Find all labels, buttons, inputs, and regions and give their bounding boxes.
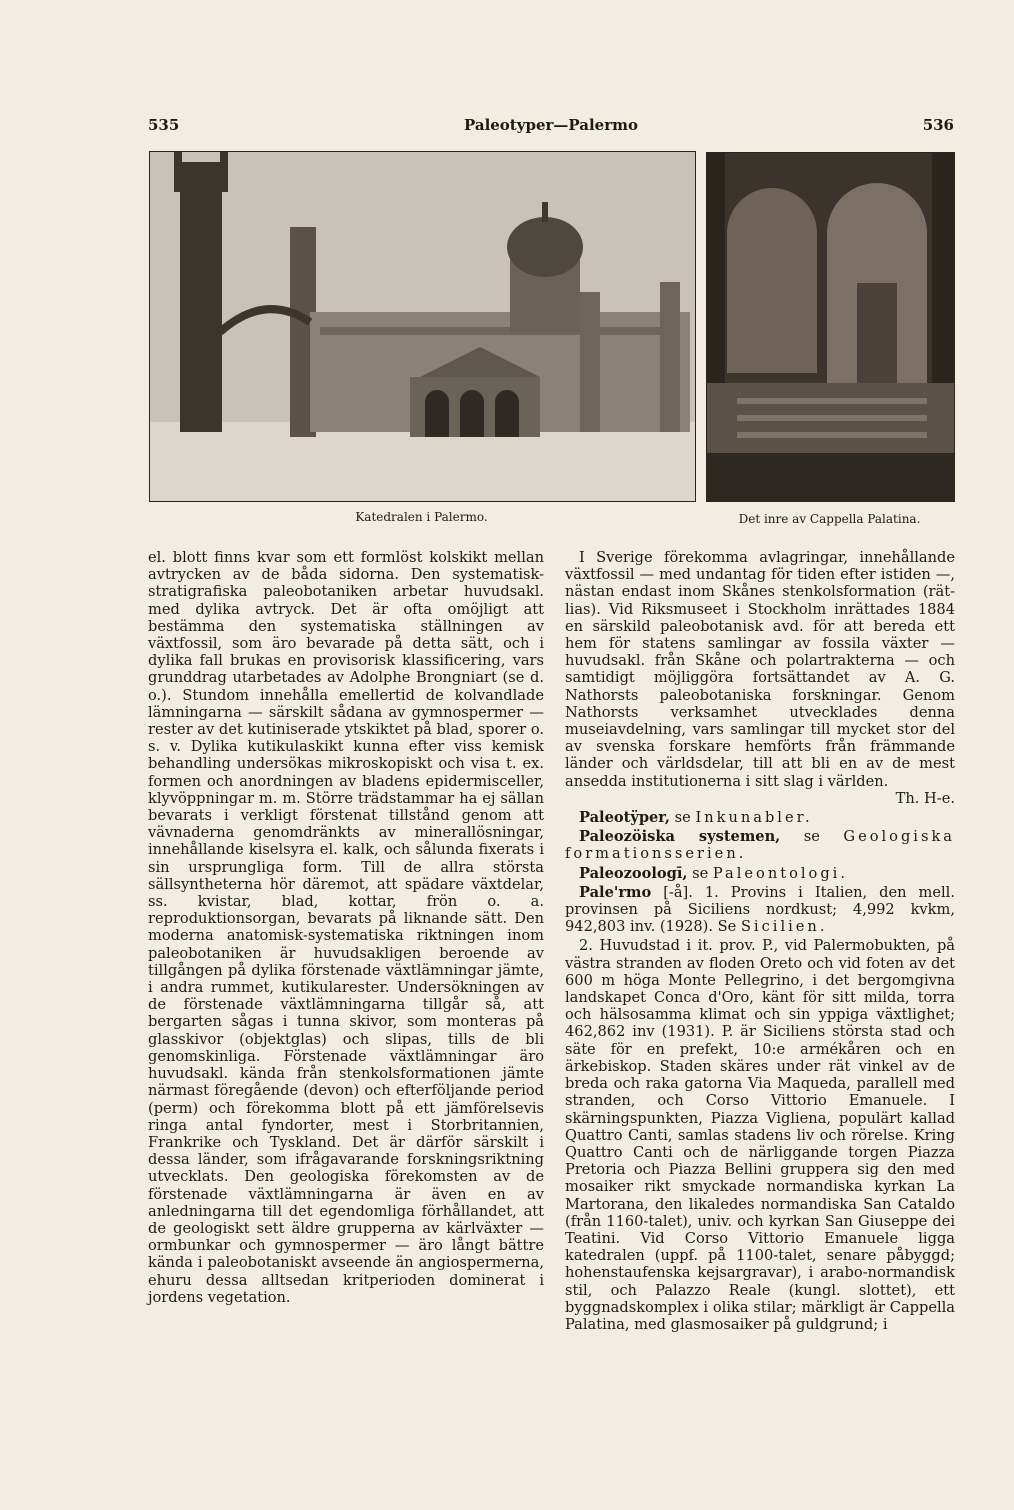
cathedral-caption: Katedralen i Palermo. <box>355 510 488 524</box>
entry-headword: Paleozoologī, <box>579 864 688 882</box>
page-number-right: 536 <box>922 116 954 134</box>
cross-reference: Paleontologi. <box>712 864 848 882</box>
author-signature: Th. H-e. <box>895 789 955 807</box>
right-column <box>565 549 955 1333</box>
chapel-interior-illustration <box>707 153 954 501</box>
running-title: Paleotyper—Palermo <box>463 116 639 134</box>
left-column-text: el. blott finns kvar som ett formlöst kolskikt mellan avtrycken av de båda sidorna. Den systematisk-stratigrafiska paleobotaniken arbetar huvudsakl. med dylika avtryck. Det är ofta omöjligt att bestämma den systematiska ställningen av växtfossil, som äro bevarade på detta sätt, och i dylika fall brukas en provisorisk klassificering, vars grunddrag utarbetades av Adolphe Brongniart (se d. o.). Stundom innehålla emellertid de kolvandlade lämningarna — särskilt sådana av gymnospermer — rester av det kutiniserade ytskiktet på blad, sporer o. s. v. Dylika kutikulaskikt kunna efter viss kemisk behandling undersökas mikroskopiskt och visa t. ex. formen och anordningen av bladens epidermisceller, klyvöppningar m. m. Större trädstammar ha ej sällan bevarats i verkligt förstenat tillstånd genom att vävnaderna genomdränkts av minerallösningar, innehållande kiselsyra el. kalk, och sålunda fixerats i sin ursprungliga form. Till de allra största sällsyntheterna hör däremot, att spädare växtdelar, ss. kvistar, blad, kottar, frön o. a. reproduktionsorgan, bevarats på liknande sätt. Den moderna anatomisk-systematiska riktningen inom paleobotaniken är huvudsakligen beroende av tillgången på dylika förstenade växtlämningar jämte, i andra rummet, kutikularester. Undersökningen av de förstenade växtlämningarna tillgår så, att bergarten sågas i tunna skivor, som monteras på glasskivor (objektglas) och slipas, tills de bli genomskinliga. Förstenade växtlämningar äro huvudsakl. kända från stenkolsformationen jämte närmast föregående (devon) och efterföljande period (perm) och förekomma blott på ett jämförelsevis ringa antal fyndorter, mest i Storbritannien, Frankrike och Tyskland. Det är därför särskilt i dessa länder, som ifrågavarande forskningsriktning utvecklats. Den geologiska förekomsten av de förstenade växtlämningarna är även en av anledningarna till det egendomliga förhållandet, att de geologiskt sett äldre grupperna av kärlväxter — ormbunkar och gymnospermer — äro långt bättre kända i paleobotaniskt avseende än angiospermerna, ehuru dessa alltsedan kritperioden dominerat i jordens vegetation. <box>148 549 544 1306</box>
cross-reference: Inkunabler. <box>695 809 813 827</box>
left-column <box>148 549 544 1306</box>
entry-headword: Paleotÿper, <box>579 809 671 827</box>
cross-reference: Geologiska formationsserien. <box>565 828 955 863</box>
sverige-paragraph: I Sverige förekomma avlagringar, innehållande växtfossil — med undantag för tiden efter istiden —, nästan endast inom Skånes stenkolsformation (rät-lias). Vid Riksmuseet i Stockholm inrättades 1884 en särskild paleobotanisk avd. för att bereda ett hem för statens samlingar av fossila växter — huvudsakl. från Skåne och polartrakterna — och samtidigt möjliggöra fortsättandet av A. G. Nathorsts paleobotaniska forskningar. Genom Nathorsts verksamhet utvecklades denna museiavdelning, vars samlingar till mycket stor del av svenska forskare hemförts från främmande länder och världsdelar, till att bli en av de mest ansedda institutionerna i sitt slag i världen. Th. H-e. <box>565 549 955 807</box>
entry-paleozoiska: Paleozöiska systemen, se Geologiska formationsserien. <box>565 828 955 863</box>
page-number-left: 535 <box>148 116 180 134</box>
entry-headword: Paleozöiska systemen, <box>579 828 781 846</box>
page-header <box>148 112 954 142</box>
entry-headword: Pale'rmo <box>579 883 652 901</box>
cross-reference: Sicilien. <box>740 918 828 936</box>
cappella-caption: Det inre av Cappella Palatina. <box>738 512 921 526</box>
cathedral-photo <box>149 151 696 502</box>
entry-paleozoologi: Paleozoologī, se Paleontologi. <box>579 864 848 882</box>
palermo-city-paragraph: 2. Huvudstad i it. prov. P., vid Palermobukten, på västra stranden av floden Oreto och vid foten av det 600 m höga Monte Pellegrino, i det bergomgivna landskapet Conca d'Oro, känt för sitt milda, torra och hälsosamma klimat och sin yppiga växtlighet; 462,862 inv (1931). P. är Siciliens största stad och säte för en prefekt, 10:e armékåren och en ärkebiskop. Staden skäres under rät vinkel av de breda och raka gatorna Via Maqueda, parallell med stranden, och Corso Vittorio Emanuele. I skärningspunkten, Piazza Vigliena, populärt kallad Quattro Canti, samlas stadens liv och rörelse. Kring Quattro Canti och de närliggande torgen Piazza Pretoria och Piazza Bellini gruppera sig den med mosaiker rikt smyckade normandiska kyrkan La Martorana, den likaledes normandiska San Cataldo (från 1160-talet), univ. och kyrkan San Giuseppe dei Teatini. Vid Corso Vittorio Emanuele ligga katedralen (uppf. på 1100-talet, senare påbyggd; hohenstaufenska kejsargravar), i arabo-normandisk stil, och Palazzo Reale (kungl. slottet), ett byggnadskomplex i olika stilar; märkligt är Cappella Palatina, med glasmosaiker på guldgrund; i <box>565 937 955 1333</box>
cappella-palatina-photo <box>706 152 955 502</box>
cathedral-illustration <box>150 152 695 501</box>
entry-palermo: Pale'rmo [-å]. 1. Provins i Italien, den mell. provinsen på Siciliens nordkust; 4,992 kvkm, 942,803 inv. (1928). Se Sicilien. <box>565 883 955 936</box>
entry-paleotyper: Paleotÿper, se Inkunabler. <box>579 809 813 827</box>
